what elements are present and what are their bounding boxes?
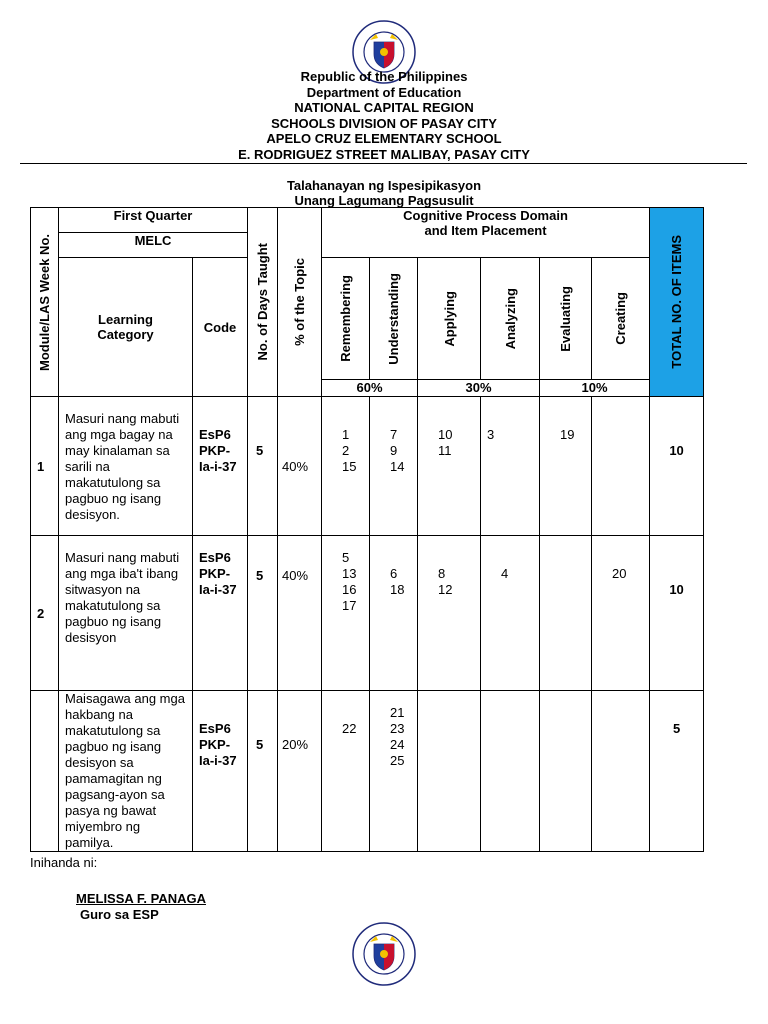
- row-code: EsP6 PKP-Ia-i-37: [193, 691, 248, 852]
- row-creating: [592, 691, 650, 852]
- row-applying: [418, 691, 481, 852]
- row-evaluating: [540, 536, 592, 691]
- table-row: [31, 691, 704, 852]
- row-evaluating: [540, 691, 592, 852]
- specification-table: [30, 207, 704, 852]
- row-remembering: 1 2 15: [322, 397, 370, 536]
- row-week: 2: [31, 536, 59, 691]
- header-percent: % of the Topic: [278, 208, 322, 397]
- row-analyzing: 4: [481, 536, 540, 691]
- header-pct-60: 60%: [322, 380, 418, 397]
- row-week: 1: [31, 397, 59, 536]
- header-understanding: Understanding: [370, 258, 418, 380]
- row-days: 5: [248, 691, 278, 852]
- row-creating: 20: [592, 536, 650, 691]
- header-analyzing: Analyzing: [481, 258, 540, 380]
- preparer-role: Guro sa ESP: [80, 907, 159, 922]
- header-pct-10: 10%: [540, 380, 650, 397]
- header-learning-category: Learning Category: [59, 258, 193, 397]
- row-remembering: 22: [322, 691, 370, 852]
- header-line-school: APELO CRUZ ELEMENTARY SCHOOL: [266, 131, 502, 147]
- header-evaluating: Evaluating: [540, 258, 592, 380]
- header-line-address: E. RODRIGUEZ STREET MALIBAY, PASAY CITY: [238, 146, 530, 162]
- header-applying: Applying: [418, 258, 481, 380]
- prepared-by-label: Inihanda ni:: [30, 855, 98, 870]
- row-evaluating: 19: [540, 397, 592, 536]
- row-understanding: 21 23 24 25: [370, 691, 418, 852]
- document-header: [0, 69, 768, 163]
- row-learning-category: Masuri nang mabuti ang mga bagay na may kinalaman sa sarili na makatutulong sa pagbuo ng isang desisyon.: [59, 397, 193, 536]
- header-code: Code: [193, 258, 248, 397]
- row-days: 5: [248, 536, 278, 691]
- row-understanding: 6 18: [370, 536, 418, 691]
- row-code: EsP6 PKP-Ia-i-37: [193, 536, 248, 691]
- row-applying: 10 11: [418, 397, 481, 536]
- header-creating: Creating: [592, 258, 650, 380]
- row-percent: 40%: [278, 536, 322, 691]
- row-applying: 8 12: [418, 536, 481, 691]
- row-days: 5: [248, 397, 278, 536]
- row-total: 10: [650, 536, 704, 691]
- header-days: No. of Days Taught: [248, 208, 278, 397]
- row-creating: [592, 397, 650, 536]
- header-pct-30: 30%: [418, 380, 540, 397]
- header-line-department: Department of Education: [306, 84, 462, 100]
- row-week: [31, 691, 59, 852]
- header-cognitive-domain: Cognitive Process Domain and Item Placement: [322, 208, 650, 258]
- row-code: EsP6 PKP-Ia-i-37: [193, 397, 248, 536]
- header-line-republic: Republic of the Philippines: [300, 69, 468, 84]
- row-learning-category: Maisagawa ang mga hakbang na makatutulong sa pagbuo ng isang desisyon sa pamamagitan ng pagsang-ayon sa pasya ng bawat miyembro ng pamilya.: [59, 691, 193, 852]
- row-percent: 20%: [278, 691, 322, 852]
- document-titles: [0, 178, 768, 208]
- row-remembering: 5 13 16 17: [322, 536, 370, 691]
- table-row: [31, 397, 704, 536]
- header-total: TOTAL NO. OF ITEMS: [650, 208, 704, 397]
- header-remembering: Remembering: [322, 258, 370, 380]
- header-line-region: NATIONAL CAPITAL REGION: [294, 100, 474, 116]
- row-analyzing: [481, 691, 540, 852]
- row-total: 5: [650, 691, 704, 852]
- header-quarter: First Quarter: [59, 208, 248, 233]
- row-analyzing: 3: [481, 397, 540, 536]
- title-line-1: Talahanayan ng Ispesipikasyon: [286, 178, 482, 193]
- row-percent: 40%: [278, 397, 322, 536]
- header-melc: MELC: [59, 233, 248, 258]
- header-line-division: SCHOOLS DIVISION OF PASAY CITY: [271, 115, 497, 131]
- header-week: Module/LAS Week No.: [31, 208, 59, 397]
- row-understanding: 7 9 14: [370, 397, 418, 536]
- row-learning-category: Masuri nang mabuti ang mga iba't ibang sitwasyon na makatutulong sa pagbuo ng isang desisyon: [59, 536, 193, 691]
- signature-block: [76, 891, 206, 923]
- table-row: [31, 536, 704, 691]
- deped-seal-bottom: [352, 922, 416, 986]
- preparer-name: MELISSA F. PANAGA: [76, 891, 207, 906]
- header-divider: [20, 163, 747, 164]
- title-line-2: Unang Lagumang Pagsusulit: [294, 193, 474, 208]
- row-total: 10: [650, 397, 704, 536]
